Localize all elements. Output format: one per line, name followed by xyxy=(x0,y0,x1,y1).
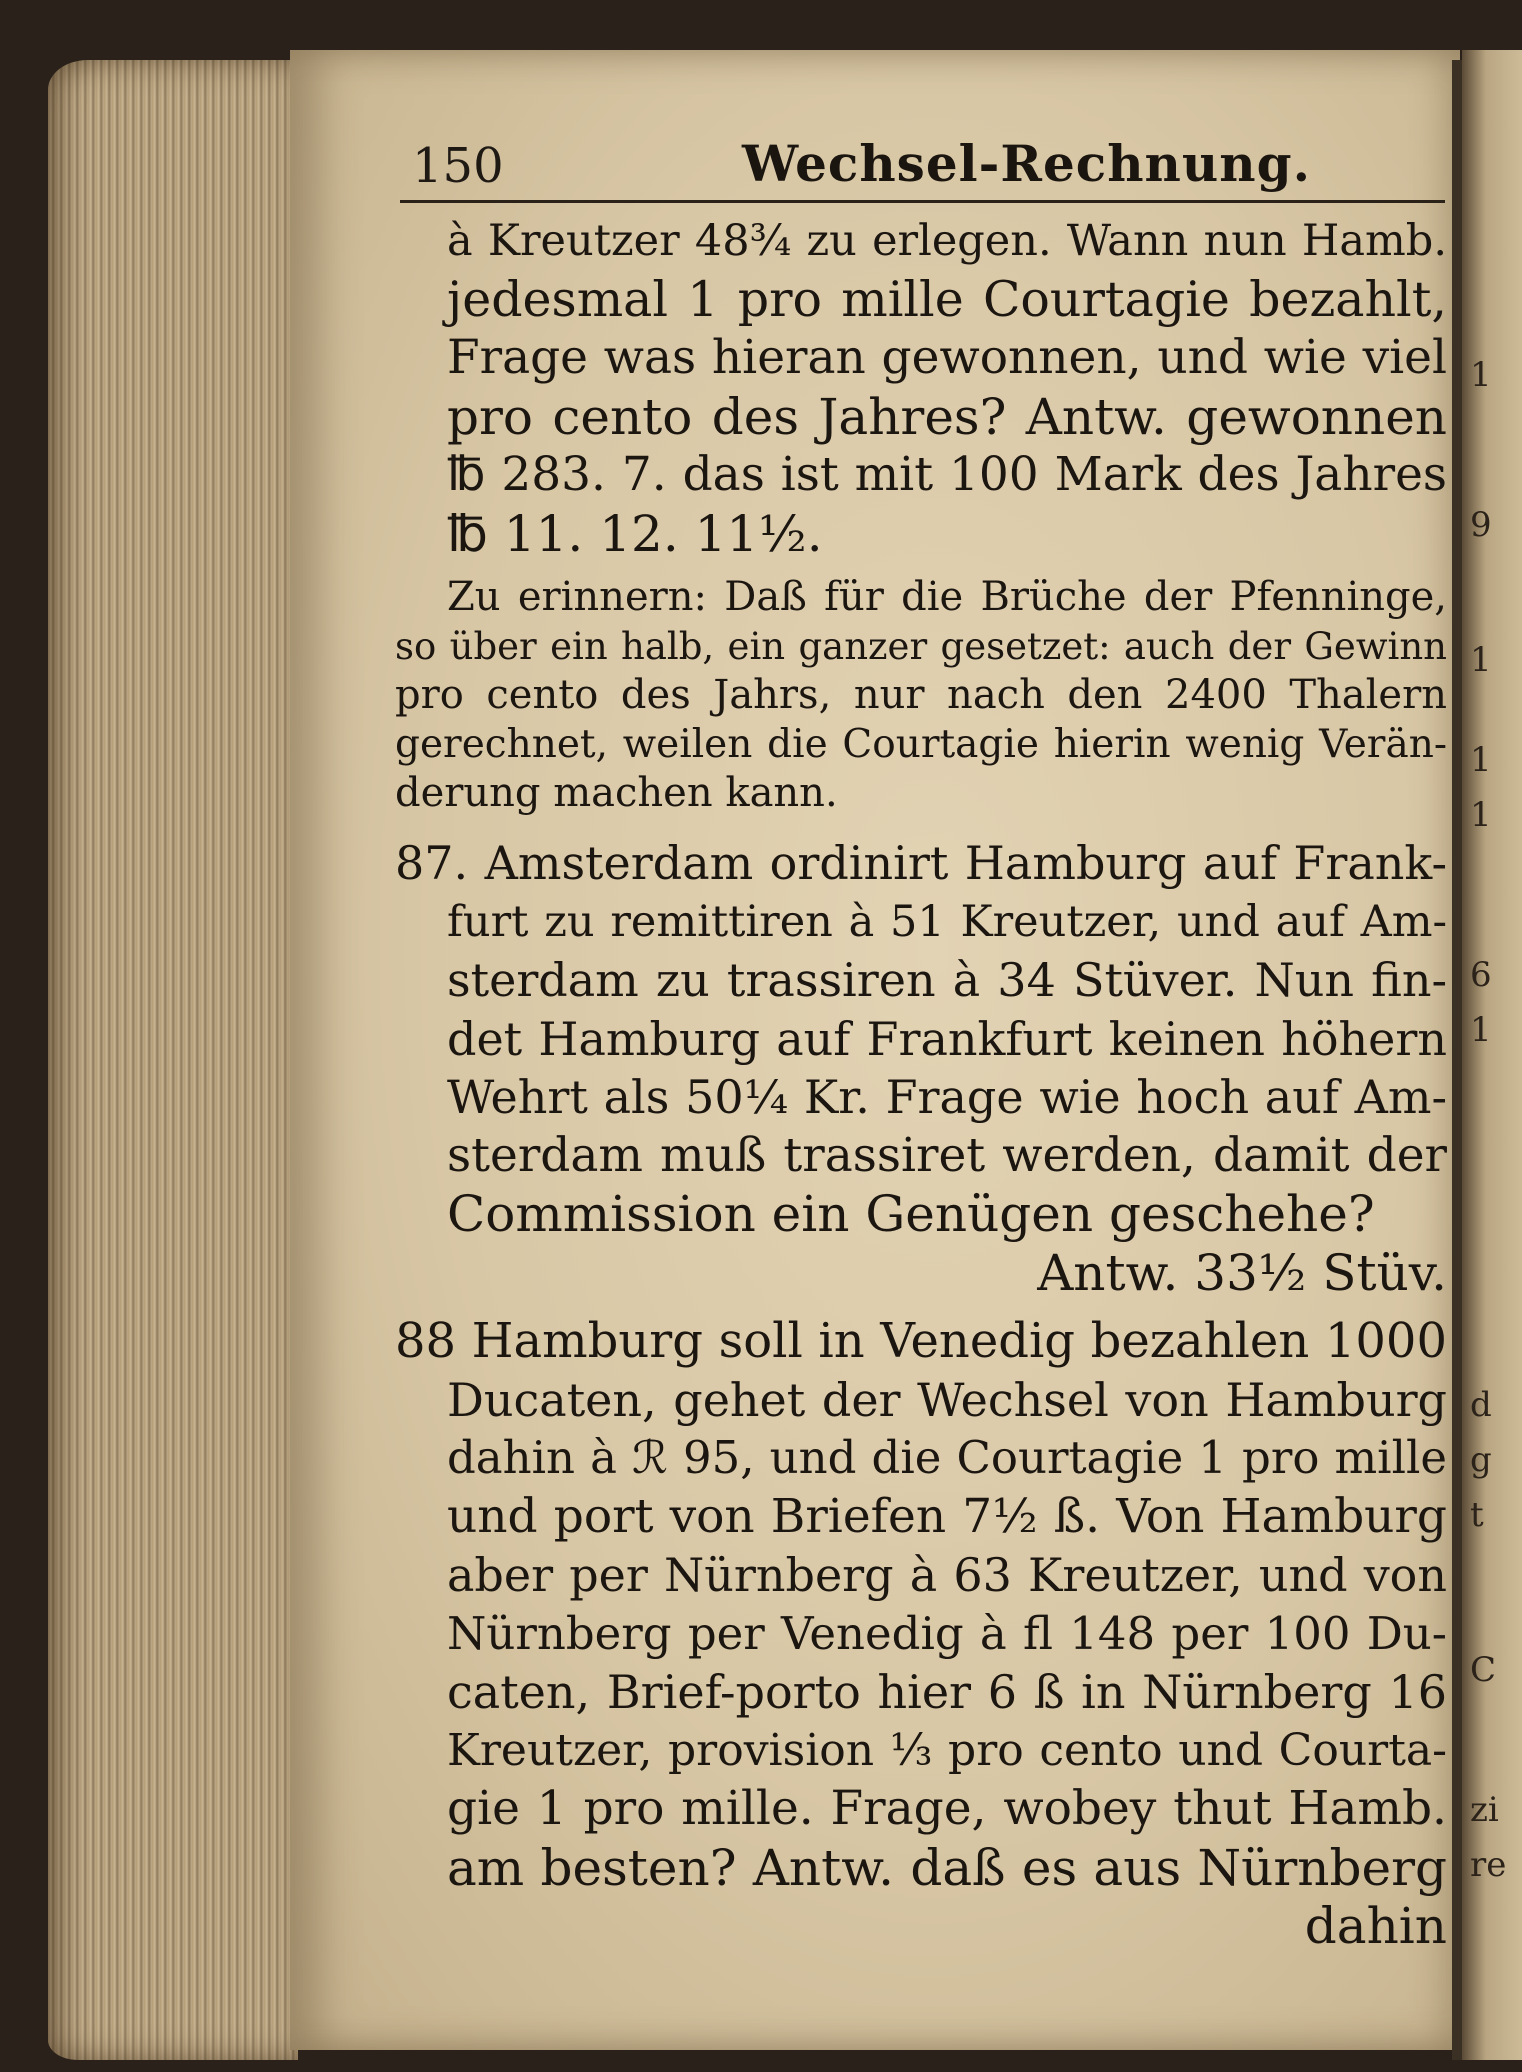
next-page-fragment: 1 xyxy=(1470,640,1492,680)
next-page-fragment: d xyxy=(1470,1385,1492,1425)
page-header xyxy=(412,134,1452,198)
text-line: pro cento des Jahrs, nur nach den 2400 Thalern xyxy=(395,672,1447,718)
gutter xyxy=(1452,60,1462,2060)
text-line: dahin à ℛ 95, und die Courtagie 1 pro mille xyxy=(447,1431,1447,1484)
page-text xyxy=(395,212,1447,1966)
text-line: furt zu remittiren à 51 Kreutzer, und auf Am- xyxy=(447,896,1447,947)
next-page-fragment: 9 xyxy=(1470,505,1492,545)
text-line: gerechnet, weilen die Courtagie hierin wenig Verän- xyxy=(395,722,1447,767)
answer-line: Antw. 33½ Stüv. xyxy=(1037,1243,1447,1302)
text-line: und port von Briefen 7½ ß. Von Hamburg xyxy=(447,1488,1447,1544)
next-page-fragment: re xyxy=(1470,1845,1507,1885)
next-page-fragment: 6 xyxy=(1470,955,1492,995)
text-line: 88 Hamburg soll in Venedig bezahlen 1000 xyxy=(395,1313,1447,1369)
text-line: Wehrt als 50¼ Kr. Frage wie hoch auf Am- xyxy=(447,1070,1447,1124)
text-line: so über ein halb, ein ganzer gesetzet: auch der Gewinn xyxy=(395,625,1447,668)
text-line: det Hamburg auf Frankfurt keinen höhern xyxy=(447,1011,1447,1066)
problem-87 xyxy=(395,834,1447,1302)
next-page-edge xyxy=(1462,50,1522,2060)
page-number: 150 xyxy=(412,138,504,194)
note-paragraph xyxy=(395,573,1447,818)
text-line: à Kreutzer 48¾ zu erlegen. Wann nun Hamb. xyxy=(447,216,1447,266)
text-line: jedesmal 1 pro mille Courtagie bezahlt, xyxy=(447,270,1447,328)
text-line: derung machen kann. xyxy=(395,770,838,816)
text-line: 87. Amsterdam ordinirt Hamburg auf Frank- xyxy=(395,836,1447,890)
text-line: am besten? Antw. daß es aus Nürnberg xyxy=(447,1838,1447,1897)
header-rule xyxy=(400,200,1445,203)
text-line: dahin xyxy=(1304,1897,1447,1955)
next-page-fragment: t xyxy=(1470,1495,1484,1535)
text-line: Kreutzer, provision ⅓ pro cento und Courta- xyxy=(447,1724,1447,1776)
text-line: sterdam muß trassiret werden, damit der xyxy=(447,1127,1447,1183)
text-line: Ducaten, gehet der Wechsel von Hamburg xyxy=(447,1372,1447,1427)
text-line: sterdam zu trassiren à 34 Stüver. Nun fin- xyxy=(447,953,1447,1007)
text-line: Zu erinnern: Daß für die Brüche der Pfenninge, xyxy=(447,574,1447,620)
next-page-fragment: 1 xyxy=(1470,795,1492,835)
next-page-fragment: 1 xyxy=(1470,1010,1492,1050)
text-line: aber per Nürnberg à 63 Kreutzer, und von xyxy=(447,1548,1447,1602)
next-page-fragment: g xyxy=(1470,1440,1492,1480)
problem-88 xyxy=(395,1312,1447,1956)
text-line: gie 1 pro mille. Frage, wobey thut Hamb. xyxy=(447,1781,1447,1836)
page-edges xyxy=(48,60,298,2060)
next-page-fragment: C xyxy=(1470,1650,1497,1690)
text-line: pro cento des Jahres? Antw. gewonnen xyxy=(447,387,1447,446)
text-line: caten, Brief-porto hier 6 ß in Nürnberg 16 xyxy=(447,1665,1447,1719)
text-line: Frage was hieran gewonnen, und wie viel xyxy=(447,330,1447,385)
next-page-fragment: zi xyxy=(1470,1790,1499,1830)
text-line: Commission ein Genügen geschehe? xyxy=(447,1185,1375,1243)
text-line: ℔ 283. 7. das ist mit 100 Mark des Jahres xyxy=(447,447,1447,502)
running-head: Wechsel-Rechnung. xyxy=(742,134,1311,193)
next-page-fragment: 1 xyxy=(1470,355,1492,395)
text-line: ℔ 11. 12. 11½. xyxy=(447,504,823,563)
text-line: Nürnberg per Venedig à fl 148 per 100 Du- xyxy=(447,1606,1447,1660)
next-page-fragment: 1 xyxy=(1470,740,1492,780)
continuation-paragraph xyxy=(395,212,1447,563)
